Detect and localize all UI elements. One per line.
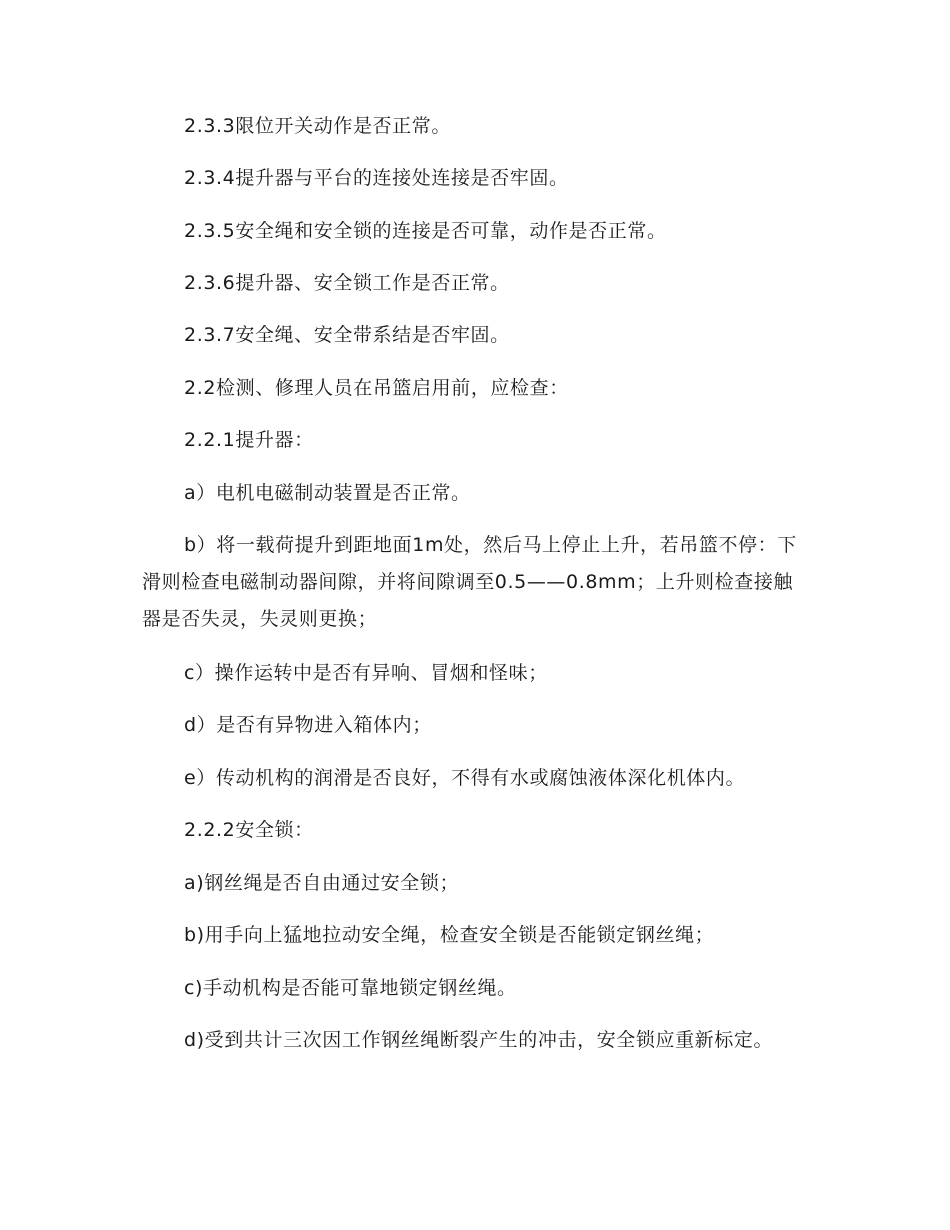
paragraph-2-3-3: 2.3.3限位开关动作是否正常。	[184, 115, 451, 137]
paragraph-2-2-1-e: e）传动机构的润滑是否良好，不得有水或腐蚀液体深化机体内。	[184, 767, 746, 789]
paragraph-2-2-1-c: c）操作运转中是否有异响、冒烟和怪味；	[184, 662, 548, 684]
paragraph-2-2-1-d: d）是否有异物进入箱体内；	[184, 714, 432, 736]
paragraph-2-2-1-a: a）电机电磁制动装置是否正常。	[184, 482, 471, 504]
paragraph-2-2-2-d: d)受到共计三次因工作钢丝绳断裂产生的冲击，安全锁应重新标定。	[184, 1029, 774, 1051]
paragraph-2-2: 2.2检测、修理人员在吊篮启用前，应检查：	[184, 377, 569, 399]
paragraph-2-2-2-a: a)钢丝绳是否自由通过安全锁；	[184, 872, 460, 894]
paragraph-2-3-5: 2.3.5安全绳和安全锁的连接是否可靠，动作是否正常。	[184, 220, 667, 242]
paragraph-2-2-1: 2.2.1提升器：	[184, 429, 314, 451]
paragraph-2-3-6: 2.3.6提升器、安全锁工作是否正常。	[184, 272, 510, 294]
paragraph-2-2-1-b: b）将一载荷提升到距地面1m处，然后马上停止上升，若吊篮不停：下滑则检查电磁制动器间隙，并将间隙调至0.5——0.8mm；上升则检查接触器是否失灵，失灵则更换；	[142, 534, 797, 630]
paragraph-2-3-7: 2.3.7安全绳、安全带系结是否牢固。	[184, 324, 510, 346]
paragraph-2-2-2: 2.2.2安全锁：	[184, 819, 314, 841]
paragraph-2-2-2-c: c)手动机构是否能可靠地锁定钢丝绳。	[184, 977, 517, 999]
paragraph-2-2-2-b: b)用手向上猛地拉动安全绳，检查安全锁是否能锁定钢丝绳；	[184, 924, 715, 946]
paragraph-2-3-4: 2.3.4提升器与平台的连接处连接是否牢固。	[184, 167, 569, 189]
